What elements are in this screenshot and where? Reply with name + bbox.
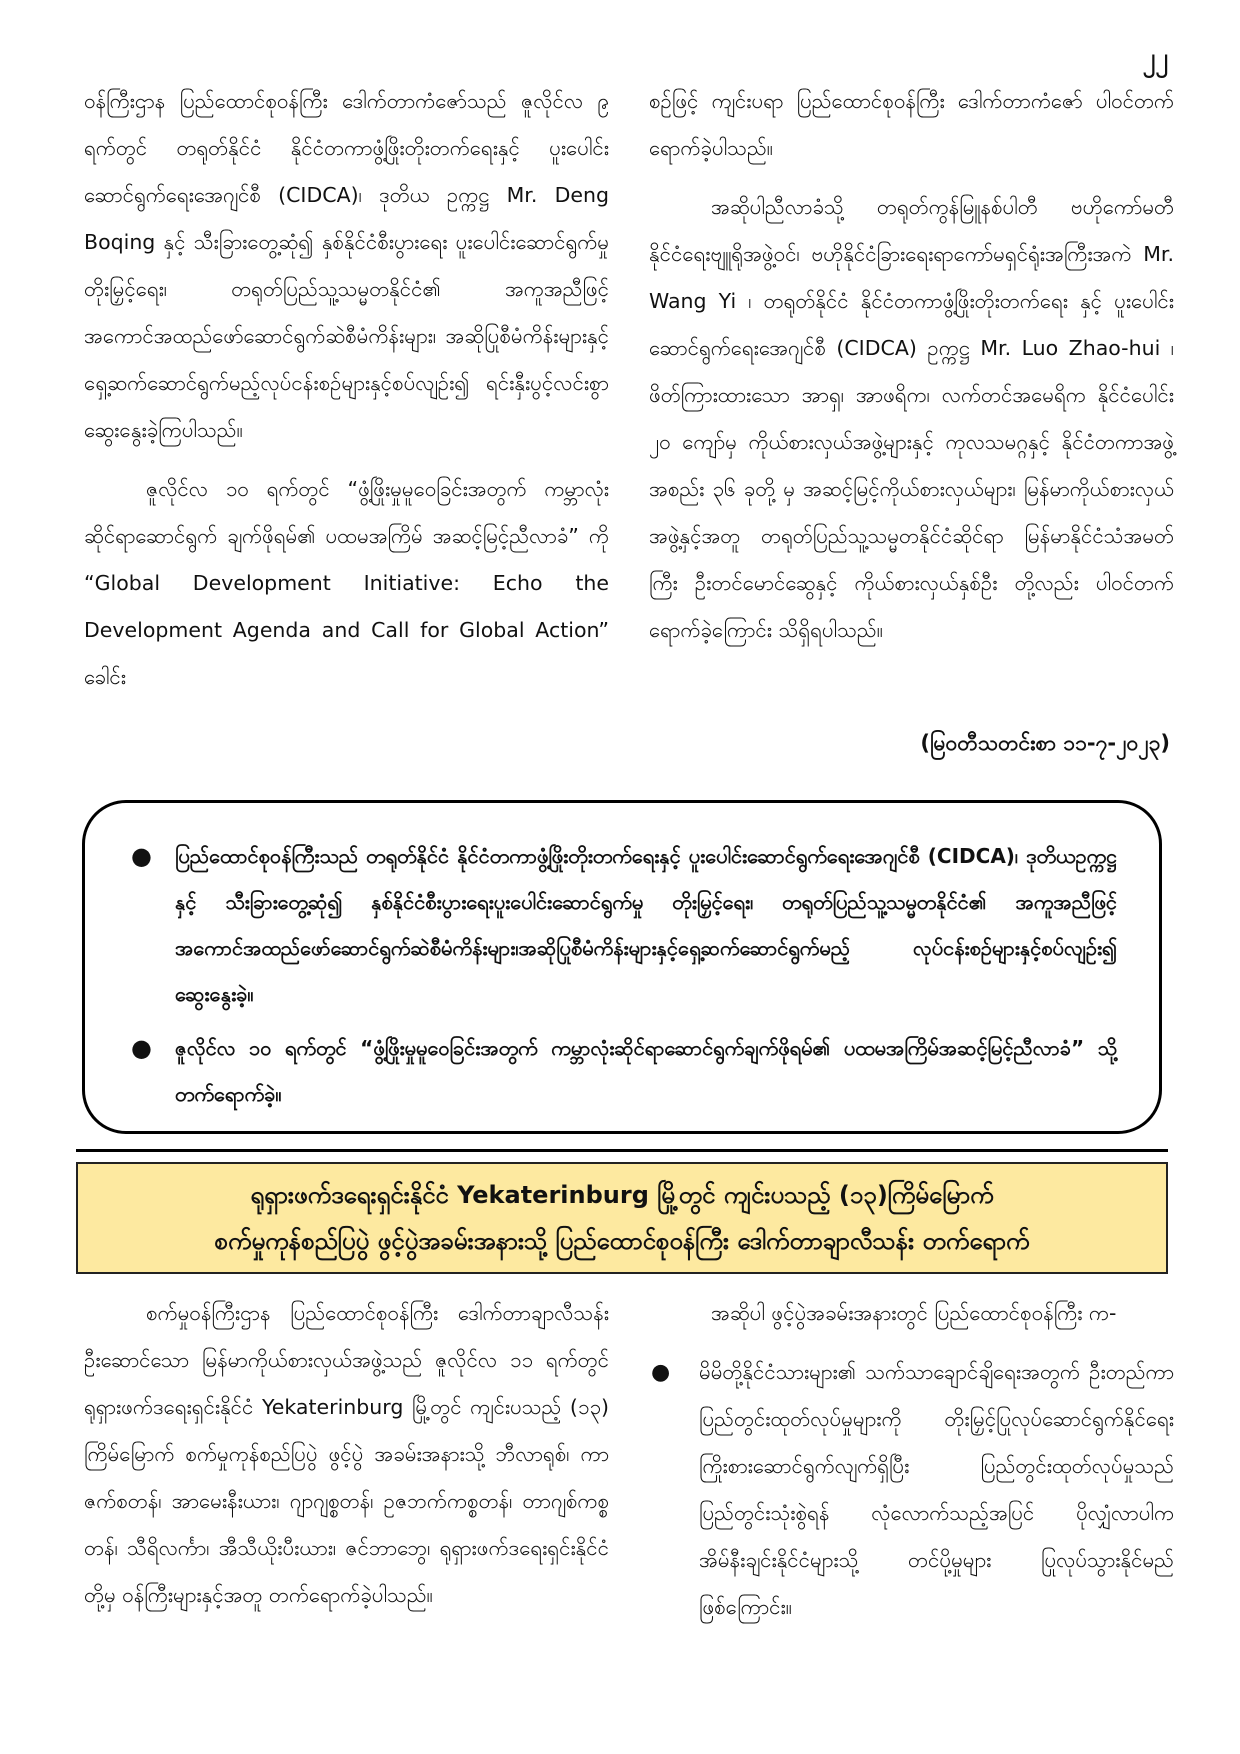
bullet-icon: ●: [131, 842, 152, 870]
bullet-icon: ●: [131, 1034, 152, 1062]
article-paragraph: စဉ်ဖြင့် ကျင်းပရာ ပြည်ထောင်စုဝန်ကြီး ဒေါက်တာကံဇော် ပါဝင်တက်ရောက်ခဲ့ပါသည်။: [649, 89, 1174, 160]
article-body: [84, 78, 1174, 701]
article-paragraph: အဆိုပါ ဖွင့်ပွဲအခမ်းအနားတွင် ပြည်ထောင်စုဝန်ကြီး က-: [711, 1301, 1117, 1325]
summary-item: [125, 833, 1117, 1017]
article-paragraph: ဝန်ကြီးဌာန ပြည်ထောင်စုဝန်ကြီး ဒေါက်တာကံဇော်သည် ဇူလိုင်လ ၉ ရက်တွင် တရုတ်နိုင်ငံ နိုင်ငံတကာဖွံ့ဖြိုးတိုးတက်ရေးနှင့် ပူးပေါင်းဆောင်ရွက်ရေးအေဂျင်စီ (CIDCA)၊ ဒုတိယ ဥက္ကဋ္ဌ Mr. Deng Boqing နှင့် သီးခြားတွေ့ဆုံ၍ နှစ်နိုင်ငံစီးပွားရေး ပူးပေါင်းဆောင်ရွက်မှုတိုးမြှင့်ရေး၊ တရုတ်ပြည်သူ့သမ္မတနိုင်ငံ၏ အကူအညီဖြင့် အကောင်အထည်ဖော်ဆောင်ရွက်ဆဲစီမံကိန်းများ၊ အဆိုပြုစီမံကိန်းများနှင့် ရှေ့ဆက်ဆောင်ရွက်မည့်လုပ်ငန်းစဉ်များနှင့်စပ်လျဉ်း၍ ရင်းနှီးပွင့်လင်းစွာ ဆွေးနွေးခဲ့ကြပါသည်။: [84, 89, 609, 442]
article-left-column: [84, 78, 609, 701]
article-right-column: [649, 78, 1174, 701]
headline-line: ရုရှားဖက်ဒရေးရှင်းနိုင်ငံ Yekaterinburg မြို့တွင် ကျင်းပသည့် (၁၃)ကြိမ်မြောက်: [250, 1181, 994, 1209]
article-headline: [76, 1162, 1168, 1274]
bullet-text: မိမိတို့နိုင်ငံသားများ၏ သက်သာချောင်ချိရေးအတွက် ဦးတည်ကာ ပြည်တွင်းထုတ်လုပ်မှုများကို တိုးမြှင့်ပြုလုပ်ဆောင်ရွက်နိုင်ရေး ကြိုးစားဆောင်ရွက်လျက်ရှိပြီး ပြည်တွင်းထုတ်လုပ်မှုသည် ပြည်တွင်းသုံးစွဲရန် လုံလောက်သည့်အပြင် ပိုလျှံလာပါက အိမ်နီးချင်းနိုင်ငံများသို့ တင်ပို့မှုများ ပြုလုပ်သွားနိုင်မည်ဖြစ်ကြောင်း။: [699, 1360, 1174, 1619]
article2-body: [84, 1290, 1174, 1631]
section-divider: [76, 1149, 1168, 1152]
summary-item: [125, 1025, 1117, 1117]
article2-right-column: [649, 1290, 1174, 1631]
headline-line: စက်မှုကုန်စည်ပြပွဲ ဖွင့်ပွဲအခမ်းအနားသို့ ပြည်ထောင်စုဝန်ကြီး ဒေါက်တာချာလီသန်း တက်ရောက်: [214, 1227, 1030, 1255]
article2-left-column: [84, 1290, 609, 1631]
source-citation: (မြဝတီသတင်းစာ ၁၁-၇-၂၀၂၃): [920, 731, 1170, 755]
article-bullet-paragraph: [649, 1349, 1174, 1631]
article-paragraph: စက်မှုဝန်ကြီးဌာန ပြည်ထောင်စုဝန်ကြီး ဒေါက်တာချာလီသန်း ဦးဆောင်သော မြန်မာကိုယ်စားလှယ်အဖွဲ့သည် ဇူလိုင်လ ၁၁ ရက်တွင် ရုရှားဖက်ဒရေးရှင်းနိုင်ငံ Yekaterinburg မြို့တွင် ကျင်းပသည့် (၁၃) ကြိမ်မြောက် စက်မှုကုန်စည်ပြပွဲ ဖွင့်ပွဲ အခမ်းအနားသို့ ဘီလာရုစ်၊ ကာဇက်စတန်၊ အာမေးနီးယား၊ ဂျာဂျစ္စတန်၊ ဥဇဘက်ကစ္စတန်၊ တာဂျစ်ကစ္စတန်၊ သီရိလင်္ကာ၊ အီသီယိုးပီးယား၊ ဇင်ဘာဘွေ၊ ရုရှားဖက်ဒရေးရှင်းနိုင်ငံ တို့မှ ဝန်ကြီးများနှင့်အတူ တက်ရောက်ခဲ့ပါသည်။: [84, 1301, 609, 1607]
summary-text: ပြည်ထောင်စုဝန်ကြီးသည် တရုတ်နိုင်ငံ နိုင်ငံတကာဖွံ့ဖြိုးတိုးတက်ရေးနှင့် ပူးပေါင်းဆောင်ရွက်ရေးအေဂျင်စီ (CIDCA)၊ ဒုတိယဥက္ကဋ္ဌနှင့် သီးခြားတွေ့ဆုံ၍ နှစ်နိုင်ငံစီးပွားရေးပူးပေါင်းဆောင်ရွက်မှု တိုးမြှင့်ရေး၊ တရုတ်ပြည်သူ့သမ္မတနိုင်ငံ၏ အကူအညီဖြင့် အကောင်အထည်ဖော်ဆောင်ရွက်ဆဲစီမံကိန်းများ၊အဆိုပြုစီမံကိန်းများနှင့်ရှေ့ဆက်ဆောင်ရွက်မည့် လုပ်ငန်းစဉ်များနှင့်စပ်လျဉ်း၍ ဆွေးနွေးခဲ့။: [175, 844, 1117, 1006]
article-paragraph: ဇူလိုင်လ ၁၀ ရက်တွင် “ဖွံ့ဖြိုးမှုမူဝေခြင်းအတွက် ကမ္ဘာလုံးဆိုင်ရာဆောင်ရွက် ချက်ဖိုရမ်၏ ပထမအကြိမ် အဆင့်မြင့်ညီလာခံ” ကို “Global Development Initiative: Echo the Development Agenda and Call for Global Action” ခေါင်း: [84, 477, 609, 689]
summary-text: ဇူလိုင်လ ၁၀ ရက်တွင် “ဖွံ့ဖြိုးမှုမူဝေခြင်းအတွက် ကမ္ဘာလုံးဆိုင်ရာဆောင်ရွက်ချက်ဖိုရမ်၏ ပထမအကြိမ်အဆင့်မြင့်ညီလာခံ” သို့ တက်ရောက်ခဲ့။: [175, 1036, 1117, 1106]
page-number: ၂၂: [1142, 43, 1168, 73]
summary-list: [125, 833, 1117, 1117]
bullet-icon: ●: [651, 1360, 671, 1385]
summary-box: [82, 800, 1162, 1134]
article-paragraph: အဆိုပါညီလာခံသို့ တရုတ်ကွန်မြူနစ်ပါတီ ဗဟိုကော်မတီ နိုင်ငံရေးဗျူရိုအဖွဲ့ဝင်၊ ဗဟိုနိုင်ငံခြားရေးရာကော်မရှင်ရုံးအကြီးအကဲ Mr. Wang Yi ၊ တရုတ်နိုင်ငံ နိုင်ငံတကာဖွံ့ဖြိုးတိုးတက်ရေး နှင့် ပူးပေါင်းဆောင်ရွက်ရေးအေဂျင်စီ (CIDCA) ဥက္ကဋ္ဌ Mr. Luo Zhao-hui ၊ ဖိတ်ကြားထားသော အာရှ၊ အာဖရိက၊ လက်တင်အမေရိက နိုင်ငံပေါင်း ၂၀ ကျော်မှ ကိုယ်စားလှယ်အဖွဲ့များနှင့် ကုလသမဂ္ဂနှင့် နိုင်ငံတကာအဖွဲ့အစည်း ၃၆ ခုတို့ မှ အဆင့်မြင့်ကိုယ်စားလှယ်များ၊ မြန်မာကိုယ်စားလှယ်အဖွဲ့နှင့်အတူ တရုတ်ပြည်သူ့သမ္မတနိုင်ငံဆိုင်ရာ မြန်မာနိုင်ငံသံအမတ်ကြီး ဦးတင်မောင်ဆွေနှင့် ကိုယ်စားလှယ်နှစ်ဦး တို့လည်း ပါဝင်တက်ရောက်ခဲ့ကြောင်း သိရှိရပါသည်။: [649, 195, 1174, 642]
